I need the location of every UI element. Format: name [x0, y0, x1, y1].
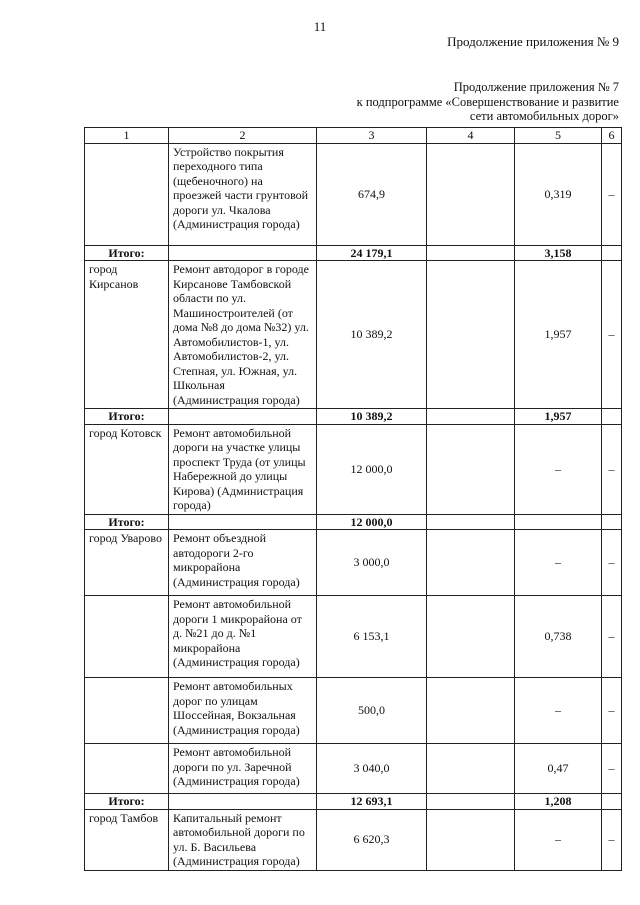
- amount-cell: 3 040,0: [317, 744, 427, 794]
- total-label: Итого:: [85, 245, 169, 261]
- total-label: Итого:: [85, 794, 169, 810]
- city-cell: город Уварово: [85, 530, 169, 596]
- column-6-cell: –: [602, 809, 622, 870]
- total-value: 3,158: [515, 245, 602, 261]
- column-header: 6: [602, 128, 622, 144]
- amount-cell: 6 153,1: [317, 596, 427, 678]
- description-cell: Ремонт автомобильных дорог по улицам Шоссейная, Вокзальная (Администрация города): [169, 678, 317, 744]
- amount-cell: 12 000,0: [317, 424, 427, 514]
- empty-cell: [602, 245, 622, 261]
- city-cell: [85, 596, 169, 678]
- table-row: [85, 809, 622, 870]
- column-5-cell: –: [515, 530, 602, 596]
- amount-cell: 10 389,2: [317, 261, 427, 409]
- total-row: [85, 514, 622, 530]
- empty-cell: [169, 245, 317, 261]
- column-4-cell: [427, 809, 515, 870]
- city-cell: [85, 744, 169, 794]
- column-4-cell: [427, 261, 515, 409]
- page-number: 11: [313, 19, 327, 34]
- empty-cell: [169, 409, 317, 425]
- total-row: [85, 794, 622, 810]
- column-6-cell: –: [602, 143, 622, 245]
- description-cell: Ремонт объездной автодороги 2-го микрорайона (Администрация города): [169, 530, 317, 596]
- description-cell: Ремонт автодорог в городе Кирсанове Тамбовской области по ул. Машиностроителей (от дома №8 до дома №32) ул. Автомобилистов-1, ул. Автомобилистов-2, ул. Степная, ул. Южная, ул. Школьная (Администрация города): [169, 261, 317, 409]
- total-row: [85, 245, 622, 261]
- table-row: [85, 261, 622, 409]
- amount-cell: 674,9: [317, 143, 427, 245]
- amount-cell: 6 620,3: [317, 809, 427, 870]
- header-row: [85, 128, 622, 144]
- amount-cell: 500,0: [317, 678, 427, 744]
- total-row: [85, 409, 622, 425]
- empty-cell: [427, 794, 515, 810]
- column-6-cell: –: [602, 261, 622, 409]
- empty-cell: [427, 514, 515, 530]
- column-6-cell: –: [602, 744, 622, 794]
- column-4-cell: [427, 143, 515, 245]
- continuation-line-1: Продолжение приложения № 7: [453, 80, 619, 94]
- total-value: 1,957: [515, 409, 602, 425]
- total-label: Итого:: [85, 409, 169, 425]
- amount-cell: 3 000,0: [317, 530, 427, 596]
- total-amount: 24 179,1: [317, 245, 427, 261]
- total-label: Итого:: [85, 514, 169, 530]
- column-4-cell: [427, 596, 515, 678]
- column-6-cell: –: [602, 596, 622, 678]
- description-cell: Ремонт автомобильной дороги 1 микрорайона от д. №21 до д. №1 микрорайона (Администрация города): [169, 596, 317, 678]
- description-cell: Капитальный ремонт автомобильной дороги по ул. Б. Васильева (Администрация города): [169, 809, 317, 870]
- roads-table: [84, 127, 622, 871]
- column-4-cell: [427, 424, 515, 514]
- table-row: [85, 143, 622, 245]
- column-5-cell: –: [515, 424, 602, 514]
- column-header: 1: [85, 128, 169, 144]
- description-cell: Ремонт автомобильной дороги по ул. Заречной (Администрация города): [169, 744, 317, 794]
- total-value: [515, 514, 602, 530]
- column-6-cell: –: [602, 678, 622, 744]
- continuation-line-3: сети автомобильных дорог»: [469, 109, 619, 123]
- total-amount: 12 693,1: [317, 794, 427, 810]
- column-header: 2: [169, 128, 317, 144]
- city-cell: [85, 678, 169, 744]
- empty-cell: [427, 409, 515, 425]
- empty-cell: [602, 514, 622, 530]
- column-6-cell: –: [602, 424, 622, 514]
- column-5-cell: –: [515, 678, 602, 744]
- column-6-cell: –: [602, 530, 622, 596]
- city-cell: город Тамбов: [85, 809, 169, 870]
- city-cell: город Котовск: [85, 424, 169, 514]
- continuation-appendix-7: [357, 80, 619, 124]
- total-amount: 10 389,2: [317, 409, 427, 425]
- table-row: [85, 678, 622, 744]
- description-cell: Ремонт автомобильной дороги на участке улицы проспект Труда (от улицы Набережной до улицы Кирова) (Администрация города): [169, 424, 317, 514]
- continuation-line-2: к подпрограмме «Совершенствование и развитие: [356, 94, 619, 109]
- empty-cell: [427, 245, 515, 261]
- total-value: 1,208: [515, 794, 602, 810]
- column-5-cell: 0,47: [515, 744, 602, 794]
- table-body: [85, 128, 622, 871]
- table-row: [85, 530, 622, 596]
- total-amount: 12 000,0: [317, 514, 427, 530]
- table-row: [85, 596, 622, 678]
- city-cell: город Кирсанов: [85, 261, 169, 409]
- column-header: 5: [515, 128, 602, 144]
- column-5-cell: 0,738: [515, 596, 602, 678]
- table-row: [85, 424, 622, 514]
- column-5-cell: 1,957: [515, 261, 602, 409]
- empty-cell: [169, 514, 317, 530]
- column-5-cell: 0,319: [515, 143, 602, 245]
- column-4-cell: [427, 530, 515, 596]
- column-4-cell: [427, 678, 515, 744]
- empty-cell: [169, 794, 317, 810]
- column-header: 4: [427, 128, 515, 144]
- column-4-cell: [427, 744, 515, 794]
- empty-cell: [602, 409, 622, 425]
- continuation-appendix-9: Продолжение приложения № 9: [447, 34, 619, 49]
- empty-cell: [602, 794, 622, 810]
- table-row: [85, 744, 622, 794]
- column-5-cell: –: [515, 809, 602, 870]
- column-header: 3: [317, 128, 427, 144]
- city-cell: [85, 143, 169, 245]
- description-cell: Устройство покрытия переходного типа (щебеночного) на проезжей части грунтовой дороги ул. Чкалова (Администрация города): [169, 143, 317, 245]
